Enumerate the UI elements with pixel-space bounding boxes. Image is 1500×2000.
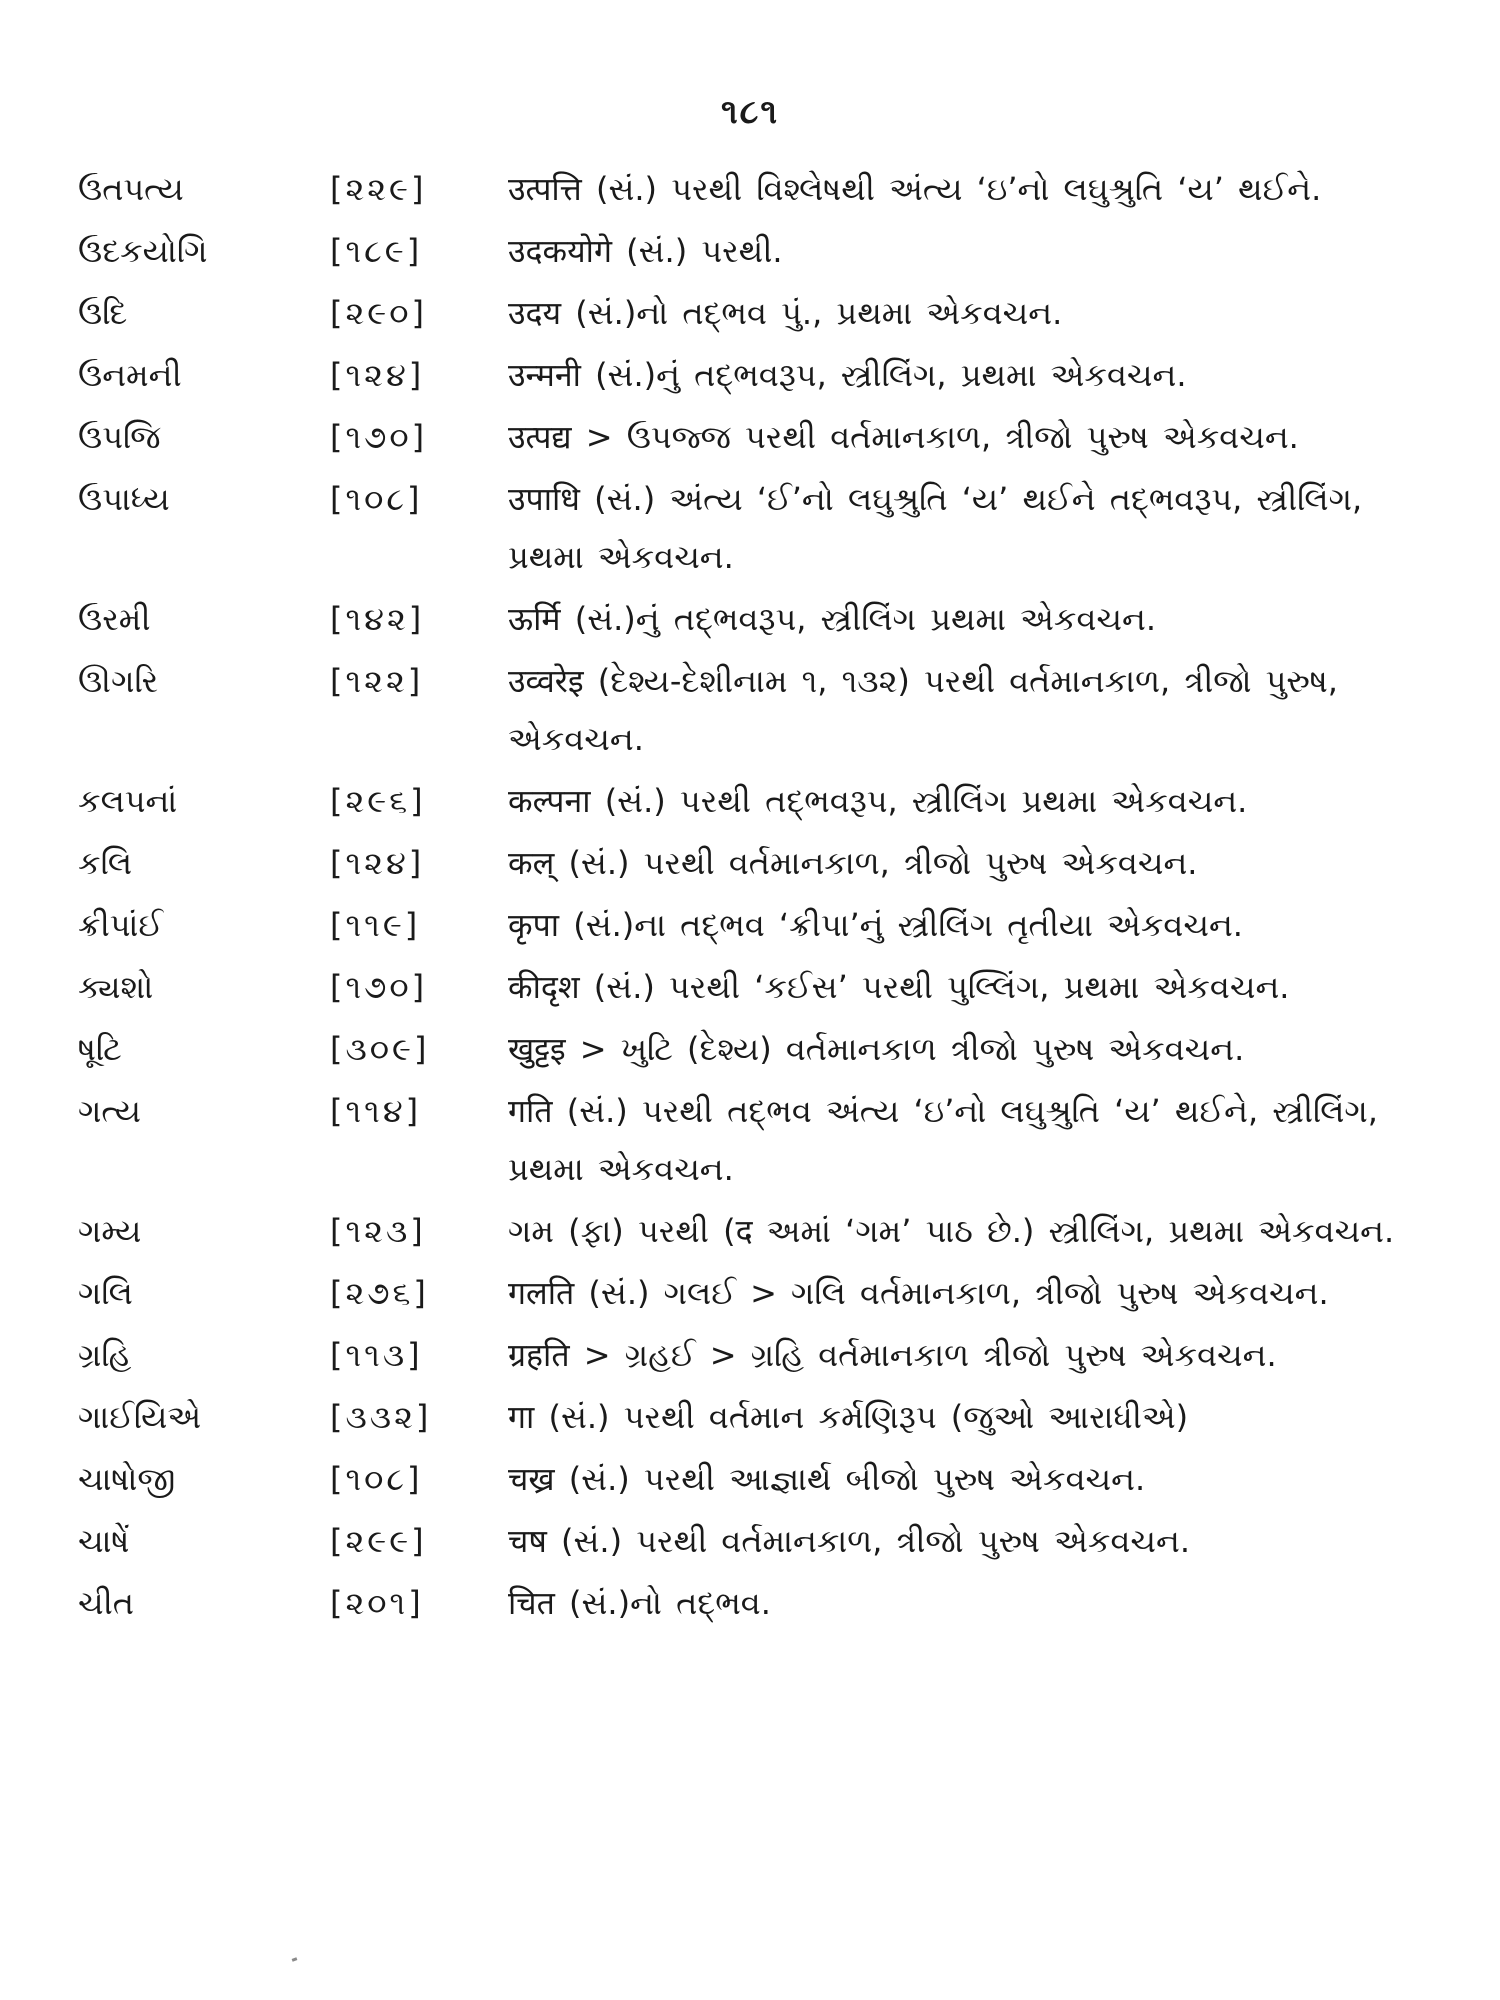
entry-verse-ref: [૧૪૨] — [330, 600, 425, 638]
page-number: ૧૮૧ — [720, 92, 780, 132]
glossary-entry — [78, 1388, 1438, 1446]
entry-headword: ઉપાધ્ય — [78, 480, 170, 518]
entry-gloss: उपाधि (સં.) અંત્ય ‘ઈ’નો લઘુશ્રુતિ ‘ય’ થઈને તદ્ભવરૂપ, સ્ત્રીલિંગ, પ્રથમા એકવચન. — [508, 480, 1363, 576]
glossary-entry — [78, 652, 1438, 768]
entry-gloss: कल्पना (સં.) પરથી તદ્ભવરૂપ, સ્ત્રીલિંગ પ્રથમા એકવચન. — [508, 782, 1248, 820]
entry-gloss: उदकयोगे (સં.) પરથી. — [508, 232, 783, 270]
entry-headword: ચીત — [78, 1584, 134, 1622]
entry-verse-ref: [૩૦૯] — [330, 1030, 430, 1068]
glossary-entry — [78, 1264, 1438, 1322]
entry-headword: કલિ — [78, 844, 133, 882]
entry-headword: ઉપજિ — [78, 418, 161, 456]
ink-speck — [292, 1957, 298, 1962]
entry-gloss: उव्वरेइ (દેશ્ય-દેશીનામ ૧, ૧૩૨) પરથી વર્તમાનકાળ, ત્રીજો પુરુષ, એકવચન. — [508, 662, 1338, 758]
glossary-entry — [78, 1574, 1438, 1632]
glossary-entry — [78, 896, 1438, 954]
entry-verse-ref: [૧૮૯] — [330, 232, 423, 270]
entry-gloss: उत्पत्ति (સં.) પરથી વિશ્લેષથી અંત્ય ‘ઇ’નો લઘુશ્રુતિ ‘ય’ થઈને. — [508, 170, 1322, 208]
entry-gloss: ग्रहति > ગ્રહઈ > ગ્રહિ વર્તમાનકાળ ત્રીજો પુરુષ એકવચન. — [508, 1336, 1277, 1374]
entry-verse-ref: [૨૯૯] — [330, 1522, 427, 1560]
entry-verse-ref: [૧૦૮] — [330, 480, 423, 518]
entry-headword: ઉરમી — [78, 600, 151, 638]
entry-gloss: ऊर्मि (સં.)નું તદ્ભવરૂપ, સ્ત્રીલિંગ પ્રથમા એકવચન. — [508, 600, 1157, 638]
entry-gloss: गा (સં.) પરથી વર્તમાન કર્મણિરૂપ (જુઓ આરાધીએ) — [508, 1398, 1189, 1436]
entry-gloss: उदय (સં.)નો તદ્ભવ પું., પ્રથમા એકવચન. — [508, 294, 1063, 332]
entry-gloss: उन्मनी (સં.)નું તદ્ભવરૂપ, સ્ત્રીલિંગ, પ્રથમા એકવચન. — [508, 356, 1187, 394]
glossary-entry — [78, 346, 1438, 404]
glossary-entry — [78, 590, 1438, 648]
entry-verse-ref: [૨૭૬] — [330, 1274, 429, 1312]
entry-verse-ref: [૧૭૦] — [330, 418, 428, 456]
glossary-entry — [78, 1326, 1438, 1384]
entry-verse-ref: [૧૨૩] — [330, 1212, 426, 1250]
glossary-list — [78, 160, 1438, 1636]
entry-headword: ઉનમની — [78, 356, 182, 394]
entry-headword: ઉદિ — [78, 294, 128, 332]
entry-headword: ઊગરિ — [78, 662, 159, 700]
glossary-entry — [78, 222, 1438, 280]
entry-headword: ક્યશો — [78, 968, 154, 1006]
entry-headword: ગાઈયિએ — [78, 1398, 202, 1436]
glossary-entry — [78, 772, 1438, 830]
entry-gloss: चित (સં.)નો તદ્ભવ. — [508, 1584, 771, 1622]
entry-verse-ref: [૨૯૬] — [330, 782, 426, 820]
entry-gloss: चख्र (સં.) પરથી આજ્ઞાર્થ બીજો પુરુષ એકવચન. — [508, 1460, 1146, 1498]
glossary-entry — [78, 1202, 1438, 1260]
glossary-entry — [78, 1512, 1438, 1570]
entry-verse-ref: [૧૨૪] — [330, 844, 425, 882]
entry-headword: ગમ્ય — [78, 1212, 142, 1250]
entry-headword: ગ્રહિ — [78, 1336, 132, 1374]
glossary-entry — [78, 1020, 1438, 1078]
entry-gloss: कृपा (સં.)ના તદ્ભવ ‘ક્રીપા’નું સ્ત્રીલિંગ તૃતીયા એકવચન. — [508, 906, 1243, 944]
entry-verse-ref: [૧૭૦] — [330, 968, 428, 1006]
entry-verse-ref: [૩૩૨] — [330, 1398, 432, 1436]
entry-verse-ref: [૧૧૪] — [330, 1092, 422, 1130]
entry-verse-ref: [૨૨૯] — [330, 170, 427, 208]
entry-gloss: खुट्टइ > ખુટિ (દેશ્ય) વર્તમાનકાળ ત્રીજો પુરુષ એકવચન. — [508, 1030, 1245, 1068]
entry-gloss: ગમ (ફા) પરથી (द અમાં ‘ગમ’ પાઠ છે.) સ્ત્રીલિંગ, પ્રથમા એકવચન. — [508, 1212, 1395, 1250]
entry-headword: ક્રીપાંઈ — [78, 906, 164, 944]
glossary-entry — [78, 958, 1438, 1016]
entry-verse-ref: [૧૧૯] — [330, 906, 421, 944]
entry-headword: ઉદકયોગિ — [78, 232, 208, 270]
entry-gloss: कीदृश (સં.) પરથી ‘કઈસ’ પરથી પુલ્લિંગ, પ્રથમા એકવચન. — [508, 968, 1290, 1006]
entry-headword: ગલિ — [78, 1274, 133, 1312]
glossary-entry — [78, 284, 1438, 342]
entry-headword: ચાષોજી — [78, 1460, 176, 1498]
entry-verse-ref: [૧૨૨] — [330, 662, 424, 700]
entry-verse-ref: [૨૦૧] — [330, 1584, 424, 1622]
entry-gloss: चष (સં.) પરથી વર્તમાનકાળ, ત્રીજો પુરુષ એકવચન. — [508, 1522, 1191, 1560]
entry-headword: કલપનાં — [78, 782, 178, 820]
entry-verse-ref: [૨૯૦] — [330, 294, 427, 332]
glossary-entry — [78, 1082, 1438, 1198]
entry-verse-ref: [૧૦૮] — [330, 1460, 423, 1498]
entry-headword: ષૂટિ — [78, 1030, 122, 1068]
glossary-entry — [78, 834, 1438, 892]
glossary-entry — [78, 160, 1438, 218]
entry-headword: ચાષેં — [78, 1522, 130, 1560]
entry-headword: ગત્ય — [78, 1092, 141, 1130]
glossary-entry — [78, 470, 1438, 586]
entry-headword: ઉતપત્ય — [78, 170, 184, 208]
entry-verse-ref: [૧૧૩] — [330, 1336, 423, 1374]
entry-gloss: उत्पद्य > ઉપજ્જ પરથી વર્તમાનકાળ, ત્રીજો પુરુષ એકવચન. — [508, 418, 1299, 456]
glossary-entry — [78, 1450, 1438, 1508]
entry-verse-ref: [૧૨૪] — [330, 356, 425, 394]
entry-gloss: कल् (સં.) પરથી વર્તમાનકાળ, ત્રીજો પુરુષ એકવચન. — [508, 844, 1198, 882]
entry-gloss: गलति (સં.) ગલઈ > ગલિ વર્તમાનકાળ, ત્રીજો પુરુષ એકવચન. — [508, 1274, 1329, 1312]
entry-gloss: गति (સં.) પરથી તદ્ભવ અંત્ય ‘ઇ’નો લઘુશ્રુતિ ‘ય’ થઈને, સ્ત્રીલિંગ, પ્રથમા એકવચન. — [508, 1092, 1378, 1188]
glossary-entry — [78, 408, 1438, 466]
